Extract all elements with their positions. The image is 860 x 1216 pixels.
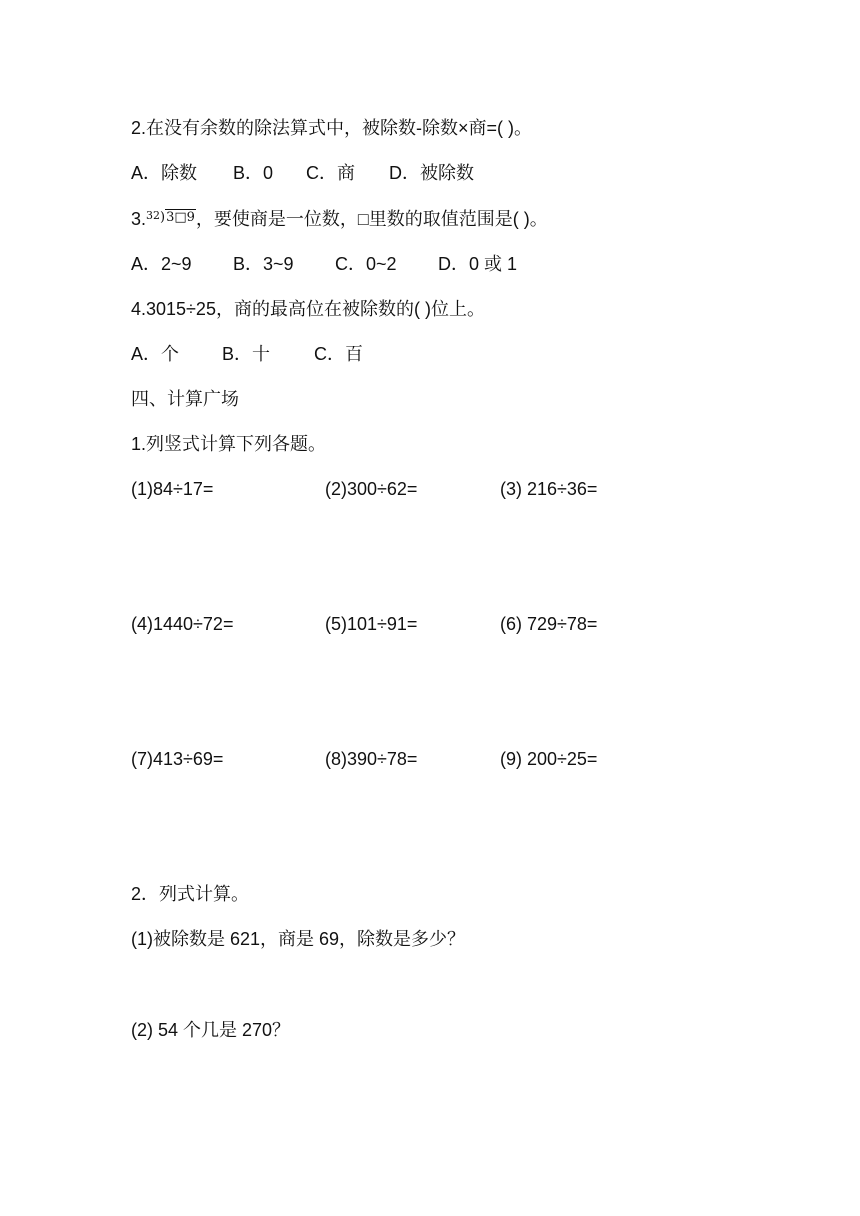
problem-9: (9) 200÷25= bbox=[500, 749, 598, 769]
question-3-text bbox=[131, 207, 548, 234]
problem-8: (8)390÷78= bbox=[325, 749, 418, 769]
question-2-text: 2.在没有余数的除法算式中，被除数-除数×商=( )。 bbox=[131, 118, 533, 138]
long-division-symbol bbox=[146, 208, 196, 234]
subsection-1-title: 1.列竖式计算下列各题。 bbox=[131, 434, 327, 454]
q3-option-d: D．0 或 1 bbox=[438, 254, 518, 274]
division-bracket: ) bbox=[160, 210, 166, 225]
q4-option-c: C．百 bbox=[314, 344, 363, 364]
q2-option-d: D．被除数 bbox=[389, 163, 474, 183]
problem-4: (4)1440÷72= bbox=[131, 614, 234, 634]
q4-option-a: A．个 bbox=[131, 344, 180, 364]
word-problem-1: (1)被除数是 621，商是 69，除数是多少？ bbox=[131, 929, 466, 949]
problem-5: (5)101÷91= bbox=[325, 614, 418, 634]
problem-3: (3) 216÷36= bbox=[500, 479, 598, 499]
section-title: 四、计算广场 bbox=[131, 389, 239, 409]
problem-2: (2)300÷62= bbox=[325, 479, 418, 499]
division-divisor: 32 bbox=[146, 209, 161, 222]
subsection-2-title: 2．列式计算。 bbox=[131, 884, 250, 904]
q4-option-b: B．十 bbox=[222, 344, 271, 364]
q2-option-a: A．除数 bbox=[131, 163, 198, 183]
q3-option-a: A．2~9 bbox=[131, 254, 192, 274]
q2-option-c: C．商 bbox=[306, 163, 355, 183]
word-problem-2: (2) 54 个几是 270？ bbox=[131, 1020, 291, 1040]
division-dividend: 3□9 bbox=[166, 210, 195, 225]
q2-option-b: B．0 bbox=[233, 163, 274, 183]
q3-option-c: C．0~2 bbox=[335, 254, 397, 274]
problem-1: (1)84÷17= bbox=[131, 479, 214, 499]
question-4-text: 4.3015÷25，商的最高位在被除数的( )位上。 bbox=[131, 299, 485, 319]
q3-option-b: B．3~9 bbox=[233, 254, 294, 274]
problem-7: (7)413÷69= bbox=[131, 749, 224, 769]
q3-question: ，要使商是一位数，□里数的取值范围是( )。 bbox=[195, 209, 548, 229]
q3-number: 3. bbox=[131, 209, 147, 229]
problem-6: (6) 729÷78= bbox=[500, 614, 598, 634]
